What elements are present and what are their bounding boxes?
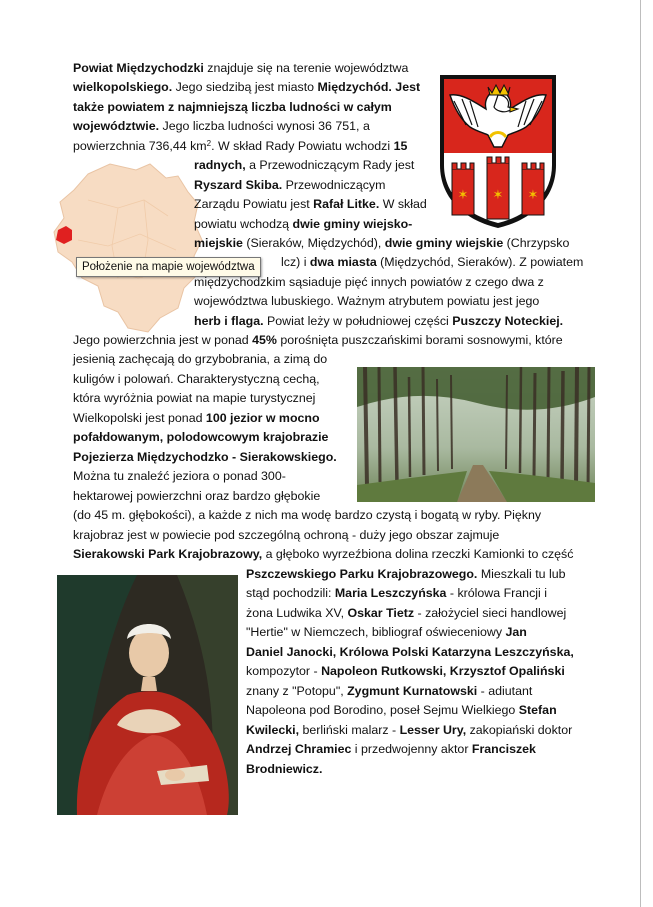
coat-of-arms-image	[436, 73, 560, 229]
text-span: (do 45 m. głębokości), a każde z nich ma wodę bardzo czystą i bogatą w ryby. Piękny	[73, 508, 542, 522]
text-span: Jego siedzibą jest miasto	[172, 80, 318, 94]
portrait-painting	[57, 575, 238, 815]
text-line	[73, 370, 320, 390]
text-line	[194, 156, 414, 176]
text-span: kompozytor -	[246, 664, 322, 678]
bold-text: Zygmunt Kurnatowski	[347, 684, 478, 698]
bold-text: Międzychód.	[317, 80, 392, 94]
text-span: jesienią zachęcają do grzybobrania, a zimą do	[73, 352, 328, 366]
page-edge	[640, 0, 641, 907]
bold-text: miejskie	[194, 236, 243, 250]
text-span: (Chrzypsko	[503, 236, 570, 250]
text-line	[246, 584, 547, 604]
text-span: 2	[206, 139, 212, 148]
text-span: W skład	[379, 197, 427, 211]
forest-photo	[357, 367, 595, 502]
text-span: która wyróżnia powiat na mapie turystycznej	[73, 391, 316, 405]
text-span: Jego powierzchnia jest w ponad	[73, 333, 253, 347]
text-line	[73, 409, 320, 429]
text-line	[73, 117, 370, 137]
text-line	[246, 760, 322, 780]
bold-text: Pojezierza Międzychodzko - Sierakowskiego.	[73, 450, 337, 464]
text-span: Można tu znaleźć jeziora o ponad 300-	[73, 469, 286, 483]
bold-text: radnych,	[194, 158, 246, 172]
text-line	[73, 78, 420, 98]
text-line	[194, 292, 539, 312]
bold-text: Rafał Litke.	[313, 197, 380, 211]
bold-text: Oskar Tietz	[347, 606, 415, 620]
bold-text: Lesser Ury,	[399, 723, 467, 737]
bold-text: pofałdowanym, polodowcowym krajobrazie	[73, 430, 329, 444]
text-line	[194, 273, 544, 293]
bold-text: Franciszek	[471, 742, 536, 756]
text-line	[73, 98, 392, 118]
text-span: powierzchnia 736,44 km	[73, 139, 207, 153]
text-line	[73, 428, 328, 448]
text-span: Napoleona pod Borodino, poseł Sejmu Wielkiego	[246, 703, 519, 717]
text-span: porośnięta puszczańskimi borami sosnowymi, które	[276, 333, 563, 347]
text-span: "Hertie" w Niemczech, bibliograf oświeceniowy	[246, 625, 506, 639]
bold-text: dwa miasta	[309, 255, 377, 269]
bold-text: dwie gminy wiejskie	[384, 236, 504, 250]
text-span: Mieszkali tu lub	[477, 567, 566, 581]
text-span: - królowa Francji i	[446, 586, 547, 600]
text-span: lcz) i	[281, 255, 310, 269]
text-span: . W skład Rady Powiatu wchodzi	[211, 139, 394, 153]
text-span: (Międzychód, Sieraków). Z powiatem	[376, 255, 584, 269]
bold-text: Maria Leszczyńska	[334, 586, 447, 600]
bold-text: Jest	[395, 80, 421, 94]
voivodeship-map[interactable]	[48, 160, 203, 335]
text-span: zakopiański doktor	[466, 723, 573, 737]
text-line	[73, 545, 573, 565]
bold-text: Brodniewicz.	[246, 762, 323, 776]
bold-text: Andrzej Chramiec	[246, 742, 352, 756]
text-line	[73, 448, 337, 468]
bold-text: herb i flaga.	[194, 314, 264, 328]
bold-text: Pszczewskiego Parku Krajobrazowego.	[246, 567, 478, 581]
text-span: a głęboko wyrzeźbiona dolina rzeczki Kamionki to część	[262, 547, 574, 561]
text-line	[246, 740, 536, 760]
text-span: - założyciel sieci handlowej	[414, 606, 567, 620]
text-span: Powiat leży w południowej części	[263, 314, 453, 328]
text-span: Zarządu Powiatu jest	[194, 197, 314, 211]
bold-text: 45%	[252, 333, 277, 347]
text-span: żona Ludwika XV,	[246, 606, 348, 620]
bold-text: Powiat Międzychodzki	[73, 61, 204, 75]
text-span: międzychodzkim sąsiaduje pięć innych powiatów z czego dwa z	[194, 275, 544, 289]
text-line	[73, 506, 541, 526]
bold-text: Ryszard Skiba.	[194, 178, 283, 192]
text-line	[281, 253, 583, 273]
text-span: stąd pochodzili:	[246, 586, 335, 600]
bold-text: Daniel Janocki, Królowa Polski Katarzyna Leszczyńska,	[246, 645, 574, 659]
text-span: Wielkopolski jest ponad	[73, 411, 206, 425]
text-span: Przewodniczącym	[282, 178, 386, 192]
text-span: krajobraz jest w powiecie pod szczególną ochroną - duży jego obszar zajmuje	[73, 528, 500, 542]
text-span: a Przewodniczącym Rady jest	[245, 158, 415, 172]
text-span: berliński malarz -	[299, 723, 400, 737]
bold-text: także powiatem z najmniejszą liczba ludności w całym	[73, 100, 392, 114]
text-line	[73, 487, 320, 507]
bold-text: 15	[393, 139, 408, 153]
text-line	[246, 565, 566, 585]
text-span: Jego liczba ludności wynosi 36 751, a	[159, 119, 370, 133]
text-line	[246, 623, 527, 643]
text-line	[246, 701, 557, 721]
bold-text: Stefan	[518, 703, 557, 717]
bold-text: Jan	[505, 625, 527, 639]
text-span: hektarowej powierzchni oraz bardzo głębokie	[73, 489, 321, 503]
bold-text: Puszczy Noteckiej.	[452, 314, 564, 328]
bold-text: Napoleon Rutkowski, Krzysztof Opaliński	[321, 664, 565, 678]
text-line	[246, 662, 565, 682]
bold-text: dwie gminy wiejsko-	[292, 217, 413, 231]
text-line	[73, 526, 499, 546]
text-line	[73, 331, 563, 351]
text-span: (Sieraków, Międzychód),	[242, 236, 385, 250]
text-line	[194, 312, 563, 332]
text-line	[246, 643, 574, 663]
text-span: kuligów i polowań. Charakterystyczną cechą,	[73, 372, 320, 386]
text-line	[73, 59, 408, 79]
text-line	[73, 389, 315, 409]
text-line	[246, 721, 572, 741]
text-span: i przedwojenny aktor	[351, 742, 472, 756]
text-line	[246, 604, 566, 624]
text-line	[194, 195, 427, 215]
svg-text:✶: ✶	[457, 188, 469, 203]
text-line	[73, 137, 407, 157]
text-span: znajduje się na terenie województwa	[203, 61, 409, 75]
text-line	[194, 215, 412, 235]
bold-text: Sierakowski Park Krajobrazowy,	[73, 547, 263, 561]
bold-text: Kwilecki,	[246, 723, 300, 737]
text-line	[73, 350, 327, 370]
text-line	[246, 682, 532, 702]
text-line	[73, 467, 286, 487]
bold-text: wielkopolskiego.	[73, 80, 173, 94]
text-span: województwa lubuskiego. Ważnym atrybutem powiatu jest jego	[194, 294, 540, 308]
text-span: powiatu wchodzą	[194, 217, 293, 231]
bold-text: województwie.	[73, 119, 160, 133]
svg-text:✶: ✶	[527, 188, 539, 203]
bold-text: 100 jezior w mocno	[205, 411, 320, 425]
text-span: znany z "Potopu",	[246, 684, 348, 698]
text-line	[194, 234, 569, 254]
map-tooltip: Położenie na mapie województwa	[76, 257, 261, 277]
text-line	[194, 176, 385, 196]
svg-text:✶: ✶	[492, 188, 504, 203]
text-span: - adiutant	[477, 684, 533, 698]
